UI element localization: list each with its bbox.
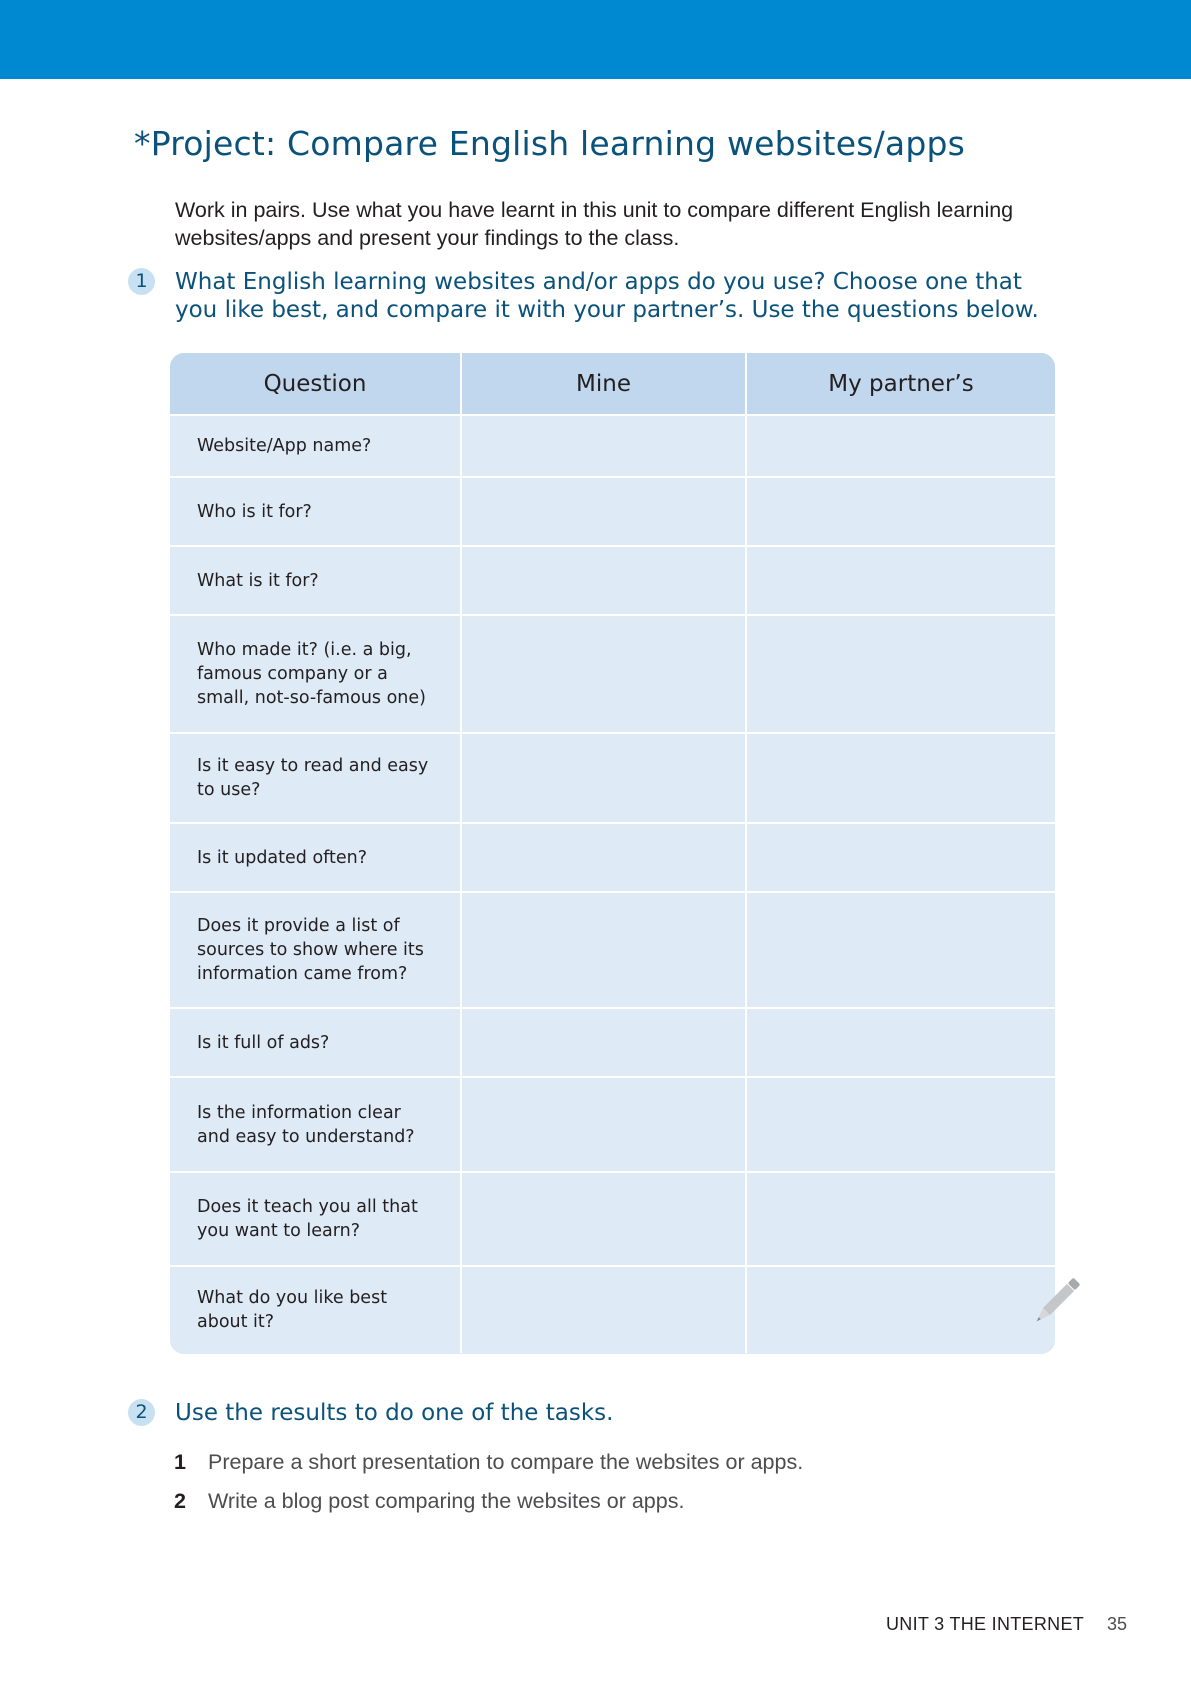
task-1-number: 1 (128, 268, 155, 295)
table-row (170, 892, 1055, 1008)
column-header-mine: Mine (461, 353, 746, 415)
list-item (174, 1487, 684, 1515)
list-item-text: Prepare a short presentation to compare the websites or apps. (208, 1450, 804, 1474)
table-row (170, 477, 1055, 546)
list-item-number: 2 (174, 1489, 186, 1513)
task-2-number: 2 (128, 1399, 155, 1426)
question-cell: Is it easy to read and easy to use? (170, 733, 461, 823)
task-1-line: What English learning websites and/or apps do you use? Choose one that (175, 269, 1022, 295)
pencil-icon (1026, 1274, 1084, 1332)
mine-answer-cell[interactable] (461, 546, 746, 615)
table-row (170, 1077, 1055, 1172)
table-row (170, 615, 1055, 733)
question-cell: Is it full of ads? (170, 1008, 461, 1077)
task-1-line: you like best, and compare it with your partner’s. Use the questions below. (175, 297, 1039, 323)
partner-answer-cell[interactable] (746, 892, 1055, 1008)
partner-answer-cell[interactable] (746, 415, 1055, 477)
footer-unit-title: UNIT 3 THE INTERNET (886, 1614, 1085, 1634)
mine-answer-cell[interactable] (461, 1266, 746, 1353)
partner-answer-cell[interactable] (746, 1172, 1055, 1266)
question-cell: Is the information clear and easy to understand? (170, 1077, 461, 1172)
page-number: 35 (1107, 1614, 1128, 1634)
question-cell: Website/App name? (170, 415, 461, 477)
mine-answer-cell[interactable] (461, 1077, 746, 1172)
list-item-number: 1 (174, 1450, 186, 1474)
table-row (170, 546, 1055, 615)
mine-answer-cell[interactable] (461, 892, 746, 1008)
partner-answer-cell[interactable] (746, 546, 1055, 615)
table-row (170, 1266, 1055, 1353)
task-2-instruction: Use the results to do one of the tasks. (175, 1400, 614, 1426)
mine-answer-cell[interactable] (461, 615, 746, 733)
mine-answer-cell[interactable] (461, 1008, 746, 1077)
task-1-instruction (175, 268, 1039, 324)
partner-answer-cell[interactable] (746, 733, 1055, 823)
table-row (170, 823, 1055, 892)
header-band (0, 0, 1191, 79)
table-row (170, 1172, 1055, 1266)
partner-answer-cell[interactable] (746, 1008, 1055, 1077)
partner-answer-cell[interactable] (746, 1266, 1055, 1353)
page-title: *Project: Compare English learning websites/apps (134, 124, 966, 163)
mine-answer-cell[interactable] (461, 733, 746, 823)
question-cell: Does it provide a list of sources to show where its information came from? (170, 892, 461, 1008)
question-cell: Does it teach you all that you want to learn? (170, 1172, 461, 1266)
mine-answer-cell[interactable] (461, 415, 746, 477)
question-cell: Who made it? (i.e. a big, famous company or a small, not-so-famous one) (170, 615, 461, 733)
table-row (170, 733, 1055, 823)
mine-answer-cell[interactable] (461, 1172, 746, 1266)
list-item-text: Write a blog post comparing the websites or apps. (208, 1489, 685, 1513)
mine-answer-cell[interactable] (461, 477, 746, 546)
partner-answer-cell[interactable] (746, 615, 1055, 733)
partner-answer-cell[interactable] (746, 477, 1055, 546)
column-header-question: Question (170, 353, 461, 415)
column-header-partner: My partner’s (746, 353, 1055, 415)
partner-answer-cell[interactable] (746, 1077, 1055, 1172)
intro-paragraph: Work in pairs. Use what you have learnt in this unit to compare different English learning websites/apps and present your findings to the class. (175, 198, 1014, 250)
table-row (170, 415, 1055, 477)
question-cell: What is it for? (170, 546, 461, 615)
mine-answer-cell[interactable] (461, 823, 746, 892)
table-row (170, 1008, 1055, 1077)
partner-answer-cell[interactable] (746, 823, 1055, 892)
question-cell: Who is it for? (170, 477, 461, 546)
comparison-table (170, 353, 1055, 1354)
question-cell: Is it updated often? (170, 823, 461, 892)
question-cell: What do you like best about it? (170, 1266, 461, 1353)
list-item (174, 1448, 803, 1476)
